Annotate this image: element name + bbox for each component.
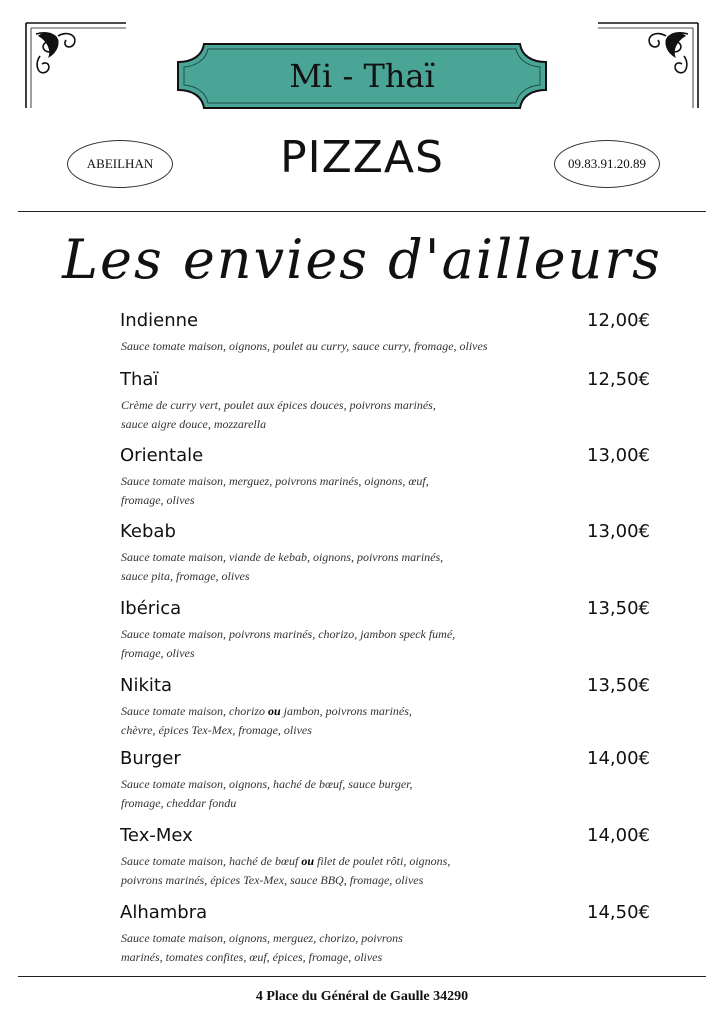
corner-ornament-top-left <box>22 20 132 110</box>
header-divider <box>18 211 706 212</box>
restaurant-name: Mi - Thaï <box>289 57 435 95</box>
item-description: Sauce tomate maison, oignons, poulet au curry, sauce curry, fromage, olives <box>121 339 488 353</box>
location-badge: ABEILHAN <box>67 140 173 188</box>
item-price: 13,50€ <box>587 675 650 696</box>
phone-badge: 09.83.91.20.89 <box>554 140 660 188</box>
section-title: PIZZAS <box>280 132 444 183</box>
item-description: Sauce tomate maison, viande de kebab, oignons, poivrons marinés, sauce pita, fromage, olives <box>121 550 444 583</box>
item-description: Crème de curry vert, poulet aux épices douces, poivrons marinés, sauce aigre douce, mozzarella <box>121 398 436 431</box>
item-description: Sauce tomate maison, merguez, poivrons marinés, oignons, œuf, fromage, olives <box>121 474 429 507</box>
item-name: Orientale <box>120 445 204 466</box>
item-description: Sauce tomate maison, chorizo ou jambon, poivrons marinés, chèvre, épices Tex-Mex, fromage, olives <box>121 704 412 737</box>
item-name: Indienne <box>120 310 199 331</box>
item-description: Sauce tomate maison, oignons, haché de bœuf, sauce burger, fromage, cheddar fondu <box>121 777 413 810</box>
item-name: Nikita <box>120 675 172 696</box>
item-price: 12,00€ <box>587 310 650 331</box>
item-price: 12,50€ <box>587 369 650 390</box>
item-price: 13,00€ <box>587 445 650 466</box>
item-price: 13,50€ <box>587 598 650 619</box>
item-description: Sauce tomate maison, haché de bœuf ou filet de poulet rôti, oignons, poivrons marinés, épices Tex-Mex, sauce BBQ, fromage, olives <box>121 854 451 887</box>
item-name: Kebab <box>120 521 176 542</box>
corner-ornament-top-right <box>592 20 702 110</box>
footer-address: 4 Place du Général de Gaulle 34290 <box>255 989 469 1004</box>
item-price: 14,50€ <box>587 902 650 923</box>
item-name: Burger <box>120 748 181 769</box>
footer-divider <box>18 976 706 977</box>
item-name: Thaï <box>120 369 159 390</box>
item-price: 14,00€ <box>587 825 650 846</box>
item-description: Sauce tomate maison, oignons, merguez, chorizo, poivrons marinés, tomates confites, œuf, épices, fromage, olives <box>121 931 403 964</box>
item-price: 14,00€ <box>587 748 650 769</box>
item-name: Alhambra <box>120 902 208 923</box>
item-price: 13,00€ <box>587 521 650 542</box>
item-name: Tex-Mex <box>120 825 193 846</box>
item-description: Sauce tomate maison, poivrons marinés, chorizo, jambon speck fumé, fromage, olives <box>121 627 456 660</box>
restaurant-name-banner <box>176 42 548 110</box>
item-name: Ibérica <box>120 598 182 619</box>
category-title: Les envies d'ailleurs <box>62 228 662 291</box>
